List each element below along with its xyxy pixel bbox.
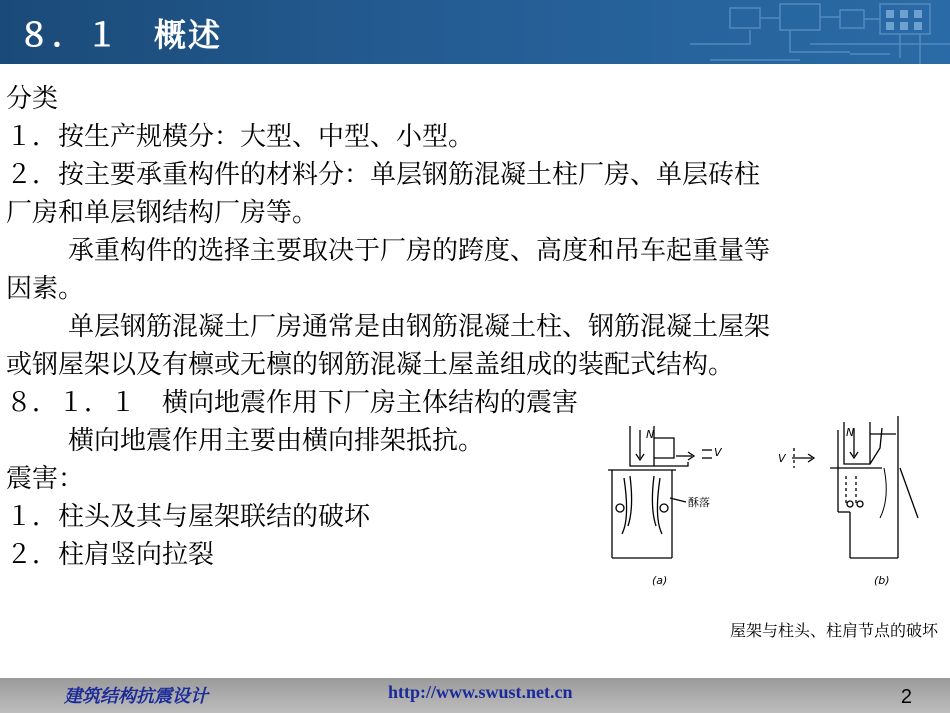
course-name: 建筑结构抗震设计 <box>64 686 208 707</box>
list-item: １．柱头及其与屋架联结的破坏 <box>6 502 371 532</box>
heading-classification: 分类 <box>6 84 59 114</box>
title-bar <box>0 0 950 64</box>
label-b: (b) <box>874 574 890 587</box>
circuit-pattern-decoration <box>690 0 950 64</box>
paragraph-line: 因素。 <box>6 274 85 304</box>
page-number: 2 <box>900 686 912 708</box>
label-n-b: N <box>846 426 855 439</box>
label-spalling: 酥落 <box>688 496 710 509</box>
paragraph-line: 单层钢筋混凝土厂房通常是由钢筋混凝土柱、钢筋混凝土屋架 <box>68 312 771 342</box>
website-link[interactable]: http://www.swust.net.cn <box>388 682 573 702</box>
section-heading: ８．１．１ 横向地震作用下厂房主体结构的震害 <box>6 388 579 418</box>
list-item: １．按生产规模分：大型、中型、小型。 <box>6 122 475 152</box>
paragraph-line: 承重构件的选择主要取决于厂房的跨度、高度和吊车起重量等 <box>68 236 771 266</box>
joint-damage-figure <box>600 408 945 590</box>
label-v-a: V <box>714 446 722 459</box>
paragraph-line: 或钢屋架以及有檩或无檩的钢筋混凝土屋盖组成的装配式结构。 <box>6 350 735 380</box>
figure-caption: 屋架与柱头、柱肩节点的破坏 <box>729 621 938 640</box>
label-v-b: V <box>778 452 786 465</box>
list-item: ２．按主要承重构件的材料分：单层钢筋混凝土柱厂房、单层砖柱 <box>6 160 761 190</box>
label-a: (a) <box>652 574 668 587</box>
heading-damage: 震害： <box>6 464 85 494</box>
slide-title: ８．１ 概述 <box>18 16 223 54</box>
paragraph-line: 横向地震作用主要由横向排架抵抗。 <box>68 426 485 456</box>
footer-bar <box>0 678 950 713</box>
label-n-a: N <box>646 428 655 441</box>
list-item-continuation: 厂房和单层钢结构厂房等。 <box>6 198 319 228</box>
list-item: ２．柱肩竖向拉裂 <box>6 540 215 570</box>
